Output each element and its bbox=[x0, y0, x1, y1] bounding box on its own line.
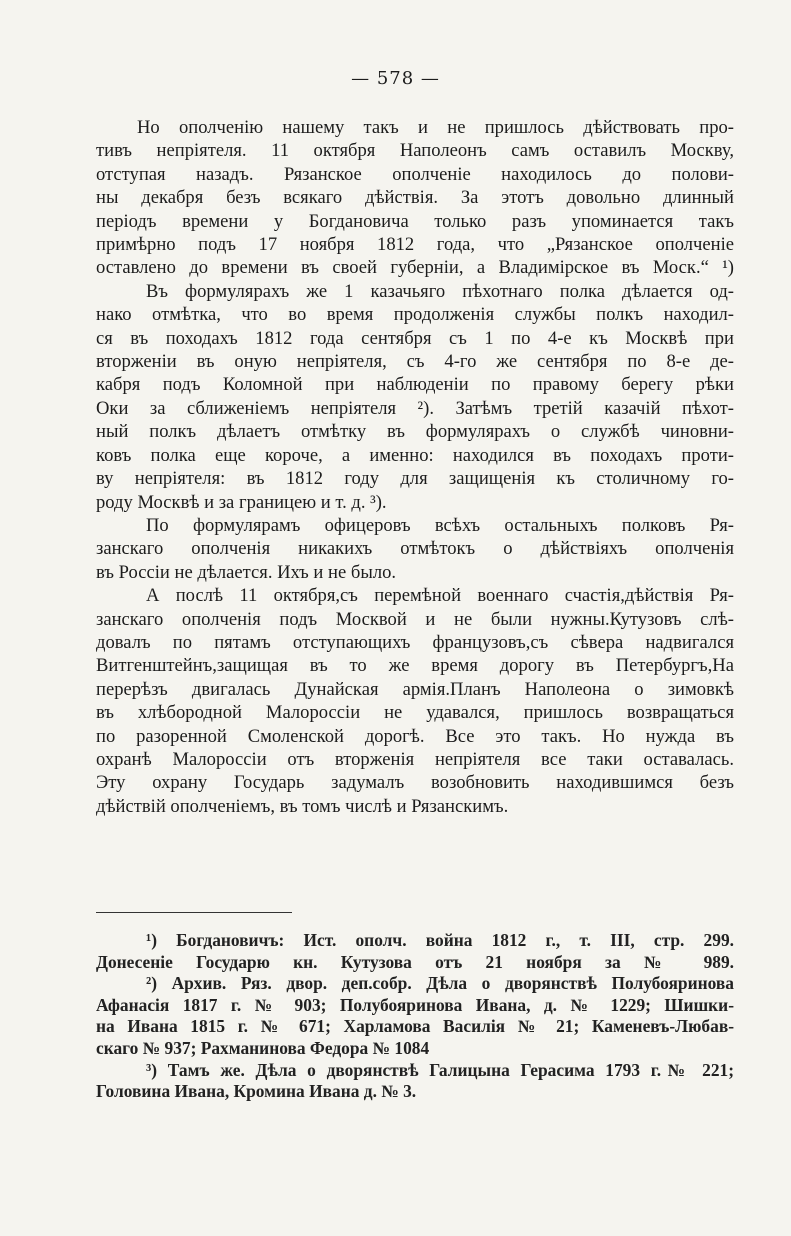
footnote-line: ²) Архив. Ряз. двор. деп.собр. Дѣла о дворянствѣ Полубояринова bbox=[146, 973, 734, 994]
text-line: періодъ времени у Богдановича только разъ упоминается такъ bbox=[96, 210, 734, 232]
text-line: тивъ непріятеля. 11 октября Наполеонъ самъ оставилъ Москву, bbox=[96, 140, 734, 162]
text-line: въ Россіи не дѣлается. Ихъ и не было. bbox=[96, 561, 397, 583]
text-line: Витгенштейнъ,защищая въ то же время дорогу въ Петербургъ,На bbox=[96, 655, 734, 677]
text-line: охранѣ Малороссіи отъ вторженія непріятеля все таки оставалась. bbox=[96, 748, 734, 770]
text-line: ковъ полка еще короче, а именно: находился въ походахъ проти- bbox=[96, 444, 734, 466]
text-line: ся въ походахъ 1812 года сентября съ 1 по 4-е къ Москвѣ при bbox=[96, 327, 734, 349]
text-line: отступая назадъ. Рязанское ополченіе находилось до полови- bbox=[96, 163, 734, 185]
footnote-line: Афанасія 1817 г. № 903; Полубояринова Ивана, д. № 1229; Шишки- bbox=[96, 994, 734, 1015]
footnote-line: ¹) Богдановичъ: Ист. ополч. война 1812 г., т. III, стр. 299. bbox=[146, 930, 734, 950]
text-line: дѣйствій ополченіемъ, въ томъ числѣ и Рязанскимъ. bbox=[96, 795, 509, 817]
text-line: примѣрно подъ 17 ноября 1812 года, что „Рязанское ополченіе bbox=[96, 234, 734, 256]
text-line: Оки за сближеніемъ непріятеля ²). Затѣмъ третій казачій пѣхот- bbox=[96, 397, 734, 419]
text-line: перерѣзъ двигалась Дунайская армія.Планъ Наполеона о зимовкѣ bbox=[96, 678, 734, 700]
footnote-line: скаго № 937; Рахманинова Федора № 1084 bbox=[96, 1037, 430, 1058]
footnote-divider bbox=[96, 912, 292, 913]
text-line: занскаго ополченія подъ Москвой и не были нужны.Кутузовъ слѣ- bbox=[96, 608, 734, 630]
text-line: въ хлѣбородной Малороссіи не удавался, пришлось возвращаться bbox=[96, 702, 734, 724]
footnote-line: на Ивана 1815 г. № 671; Харламова Василія № 21; Каменевъ-Любав- bbox=[96, 1016, 734, 1037]
text-line: Въ формулярахъ же 1 казачьяго пѣхотнаго полка дѣлается од- bbox=[146, 280, 734, 302]
text-line: Эту охрану Государь задумалъ возобновить находившимся безъ bbox=[96, 772, 734, 794]
text-line: по разоренной Смоленской дорогѣ. Все это такъ. Но нужда въ bbox=[96, 725, 734, 747]
text-line: ны декабря безъ всякаго дѣйствія. За этотъ довольно длинный bbox=[96, 187, 734, 209]
footnote-line: Головина Ивана, Кромина Ивана д. № 3. bbox=[96, 1081, 417, 1102]
text-line: роду Москвѣ и за границею и т. д. ³). bbox=[96, 491, 387, 513]
text-line: оставлено до времени въ своей губерніи, а Владимірское въ Моск.“ ¹) bbox=[96, 257, 734, 279]
footnote-line: ³) Тамъ же. Дѣла о дворянствѣ Галицына Герасима 1793 г.№ 221; bbox=[146, 1059, 734, 1080]
text-line: ву непріятеля: въ 1812 году для защищенія къ столичному го- bbox=[96, 468, 734, 490]
text-line: ный полкъ дѣлаетъ отмѣтку въ формулярахъ о службѣ чиновни- bbox=[96, 421, 734, 443]
text-line: вторженіи въ оную непріятеля, съ 4-го же сентября по 8-е де- bbox=[96, 351, 734, 373]
text-line: кабря подъ Коломной при наблюденіи по правому берегу рѣки bbox=[96, 374, 734, 396]
text-line: довалъ по пятамъ отступающихъ французовъ,съ сѣвера надвигался bbox=[96, 631, 734, 653]
text-line: занскаго ополченія никакихъ отмѣтокъ о дѣйствіяхъ ополченія bbox=[96, 538, 734, 560]
page-number: — 578 — bbox=[351, 68, 440, 89]
text-line: По формулярамъ офицеровъ всѣхъ остальныхъ полковъ Ря- bbox=[146, 514, 734, 536]
text-line: Но ополченію нашему такъ и не пришлось дѣйствовать про- bbox=[137, 117, 734, 138]
footnote-line: Донесеніе Государю кн. Кутузова отъ 21 ноября за № 989. bbox=[96, 951, 734, 972]
footnotes bbox=[96, 930, 734, 1103]
text-line: А послѣ 11 октября,съ перемѣной военнаго счастія,дѣйствія Ря- bbox=[146, 585, 734, 607]
main-text bbox=[96, 116, 734, 818]
text-line: нако отмѣтка, что во время продолженія службы полкъ находил- bbox=[96, 304, 734, 326]
